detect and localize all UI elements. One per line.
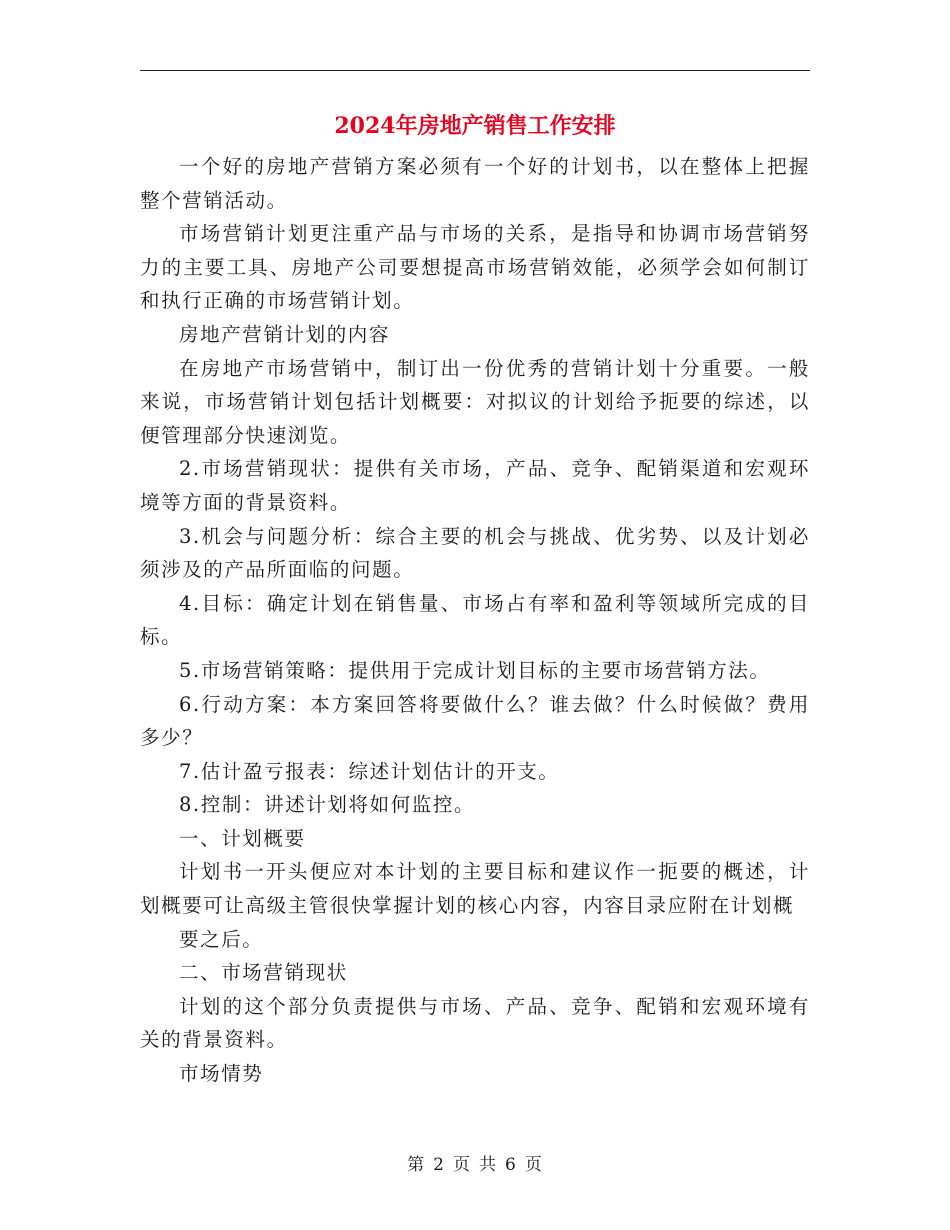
list-item: 5.市场营销策略：提供用于完成计划目标的主要市场营销方法。 — [179, 658, 771, 682]
paragraph: 一个好的房地产营销方案必须有一个好的计划书，以在整体上把握整个营销活动。 — [140, 155, 810, 212]
page-label-mid: 页 — [453, 1155, 471, 1175]
section-heading: 二、市场营销现状 — [179, 961, 348, 985]
list-item: 3.机会与问题分析：综合主要的机会与挑战、优劣势、以及计划必须涉及的产品所面临的问题。 — [140, 524, 810, 582]
document-title: 2024年房地产销售工作安排 — [334, 113, 616, 139]
paragraph: 计划书一开头便应对本计划的主要目标和建议作一扼要的概述，计划概要可让高级主管很快掌握计划的核心内容，内容目录应附在计划概 — [140, 860, 810, 918]
section-heading: 一、计划概要 — [179, 826, 306, 850]
section-heading: 市场情势 — [179, 1062, 264, 1086]
paragraph: 要之后。 — [179, 927, 264, 951]
list-item: 2.市场营销现状：提供有关市场，产品、竞争、配销渠道和宏观环境等方面的背景资料。 — [140, 457, 810, 514]
current-page-number: 2 — [433, 1155, 445, 1175]
page-label-suffix: 页 — [524, 1155, 543, 1175]
paragraph: 计划的这个部分负责提供与市场、产品、竞争、配销和宏观环境有关的背景资料。 — [140, 994, 810, 1052]
paragraph: 在房地产市场营销中，制订出一份优秀的营销计划十分重要。一般来说，市场营销计划包括计划概要：对拟议的计划给予扼要的综述，以便管理部分快速浏览。 — [140, 356, 810, 447]
page-footer — [0, 1153, 950, 1177]
list-item: 8.控制：讲述计划将如何监控。 — [179, 793, 476, 817]
section-heading: 房地产营销计划的内容 — [179, 322, 391, 346]
list-item: 7.估计盈亏报表：综述计划估计的开支。 — [179, 759, 560, 783]
list-item: 4.目标：确定计划在销售量、市场占有率和盈利等领域所完成的目标。 — [140, 591, 810, 649]
page-label-total: 共 — [479, 1155, 497, 1175]
header-rule — [140, 70, 810, 71]
document-body — [140, 150, 810, 1091]
paragraph: 市场营销计划更注重产品与市场的关系，是指导和协调市场营销努力的主要工具、房地产公司要想提高市场营销效能，必须学会如何制订和执行正确的市场营销计划。 — [140, 222, 810, 313]
list-item: 6.行动方案：本方案回答将要做什么？谁去做？什么时候做？费用多少？ — [140, 692, 810, 750]
page-label-prefix: 第 — [407, 1155, 426, 1175]
total-pages-number: 6 — [505, 1155, 517, 1175]
